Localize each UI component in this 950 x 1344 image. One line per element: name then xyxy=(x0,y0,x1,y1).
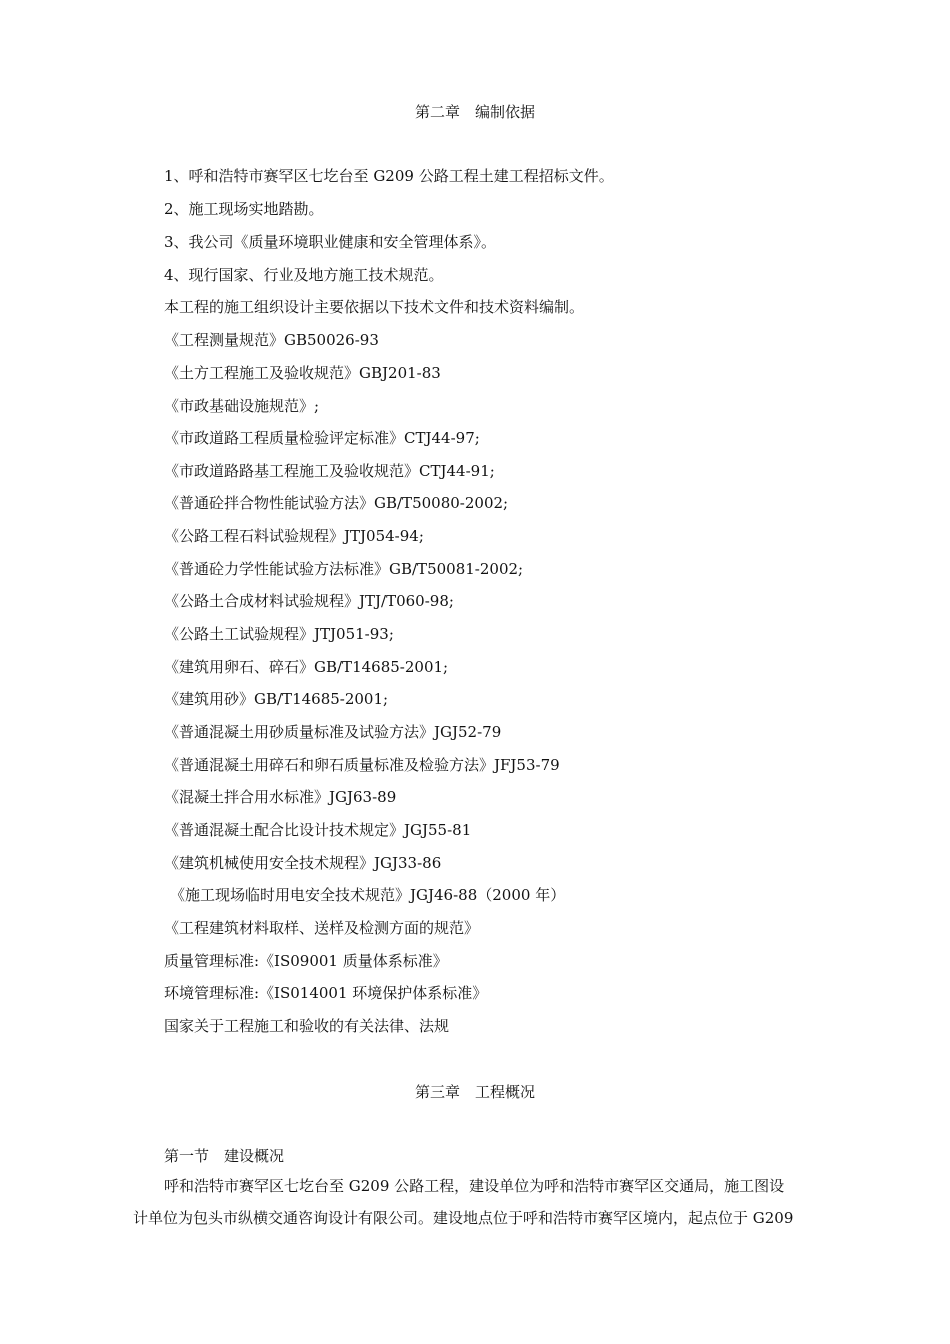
basis-intro: 本工程的施工组织设计主要依据以下技术文件和技术资料编制。 xyxy=(164,298,585,316)
basis-item-2: 2、施工现场实地踏勘。 xyxy=(164,200,324,218)
standard-item: 《施工现场临时用电安全技术规范》JGJ46-88（2000 年） xyxy=(170,886,566,904)
standard-item: 《市政基础设施规范》; xyxy=(164,397,320,415)
standard-item: 《混凝土拌合用水标准》JGJ63-89 xyxy=(164,788,397,806)
standard-item: 《公路工程石料试验规程》JTJ054-94; xyxy=(164,527,424,545)
quality-standard: 质量管理标准:《IS09001 质量体系标准》 xyxy=(164,952,448,970)
paragraph-line-1: 呼和浩特市赛罕区七圪台至 G209 公路工程，建设单位为呼和浩特市赛罕区交通局，施工图设 xyxy=(164,1177,785,1195)
standard-item: 《公路土合成材料试验规程》JTJ/T060-98; xyxy=(164,592,454,610)
standard-item: 《普通混凝土用碎石和卵石质量标准及检验方法》JFJ53-79 xyxy=(164,756,560,774)
basis-item-1: 1、呼和浩特市赛罕区七圪台至 G209 公路工程土建工程招标文件。 xyxy=(164,167,614,185)
basis-item-3: 3、我公司《质量环境职业健康和安全管理体系》。 xyxy=(164,233,497,251)
standard-item: 《建筑用砂》GB/T14685-2001; xyxy=(164,690,389,708)
standard-item: 《普通砼拌合物性能试验方法》GB/T50080-2002; xyxy=(164,494,509,512)
basis-item-4: 4、现行国家、行业及地方施工技术规范。 xyxy=(164,266,444,284)
standard-item: 《普通砼力学性能试验方法标准》GB/T50081-2002; xyxy=(164,560,524,578)
standard-item: 《市政道路工程质量检验评定标准》CTJ44-97; xyxy=(164,429,480,447)
project-overview-paragraph xyxy=(133,1170,851,1234)
standard-item: 《建筑机械使用安全技术规程》JGJ33-86 xyxy=(164,854,442,872)
chapter-3-title: 第三章 工程概况 xyxy=(414,1083,535,1101)
national-laws: 国家关于工程施工和验收的有关法律、法规 xyxy=(164,1017,450,1035)
standard-item: 《工程建筑材料取样、送样及检测方面的规范》 xyxy=(164,919,480,937)
section-1-title: 第一节 建设概况 xyxy=(164,1147,285,1165)
standard-item: 《公路土工试验规程》JTJ051-93; xyxy=(164,625,394,643)
paragraph-line-2: 计单位为包头市纵横交通咨询设计有限公司。建设地点位于呼和浩特市赛罕区境内，起点位于 G209 xyxy=(133,1209,794,1227)
environment-standard: 环境管理标准:《IS014001 环境保护体系标准》 xyxy=(164,984,488,1002)
standard-item: 《土方工程施工及验收规范》GBJ201-83 xyxy=(164,364,441,382)
standard-item: 《工程测量规范》GB50026-93 xyxy=(164,331,379,349)
standard-item: 《市政道路路基工程施工及验收规范》CTJ44-91; xyxy=(164,462,495,480)
standard-item: 《建筑用卵石、碎石》GB/T14685-2001; xyxy=(164,658,449,676)
standard-item: 《普通混凝土配合比设计技术规定》JGJ55-81 xyxy=(164,821,472,839)
standard-item: 《普通混凝土用砂质量标准及试验方法》JGJ52-79 xyxy=(164,723,502,741)
chapter-2-title: 第二章 编制依据 xyxy=(414,103,535,121)
